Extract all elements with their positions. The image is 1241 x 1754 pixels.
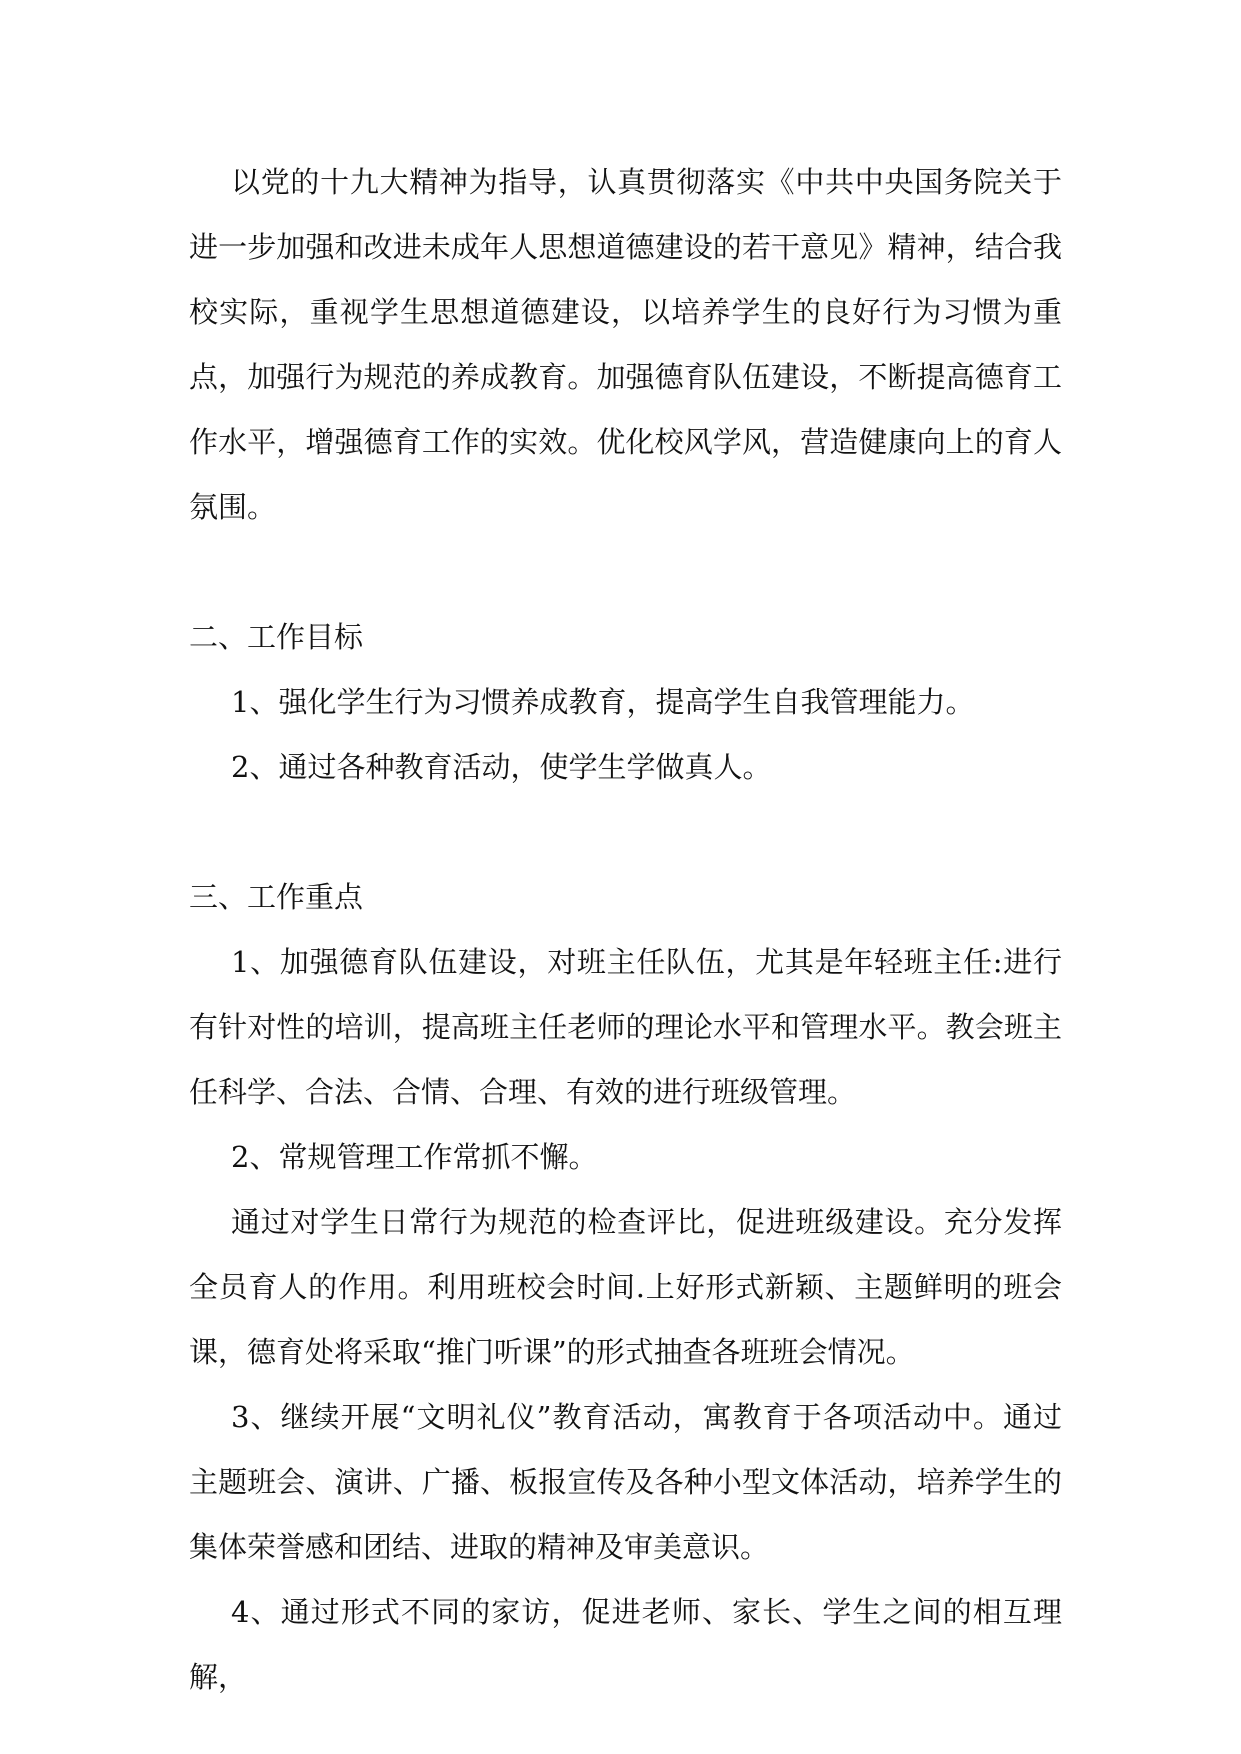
focus-paragraph-2: 2、常规管理工作常抓不懈。	[231, 1140, 598, 1174]
section-heading-work-focus: 三、工作重点	[189, 880, 364, 914]
intro-paragraph: 以党的十九大精神为指导，认真贯彻落实《中共中央国务院关于进一步加强和改进未成年人思想道德建设的若干意见》精神，结合我校实际，重视学生思想道德建设，以培养学生的良好行为习惯为重点，加强行为规范的养成教育。加强德育队伍建设，不断提高德育工作水平，增强德育工作的实效。优化校风学风，营造健康向上的育人氛围。	[189, 165, 1062, 524]
goal-item-1: 1、强化学生行为习惯养成教育，提高学生自我管理能力。	[231, 685, 975, 719]
focus-paragraph-3: 通过对学生日常行为规范的检查评比，促进班级建设。充分发挥全员育人的作用。利用班校会时间.上好形式新颖、主题鲜明的班会课，德育处将采取“推门听课”的形式抽查各班班会情况。	[189, 1205, 1062, 1369]
document-body	[189, 150, 1062, 1710]
focus-paragraph-1: 1、加强德育队伍建设，对班主任队伍，尤其是年轻班主任:进行有针对性的培训，提高班主任老师的理论水平和管理水平。教会班主任科学、合法、合情、合理、有效的进行班级管理。	[189, 945, 1062, 1109]
focus-paragraph-5: 4、通过形式不同的家访，促进老师、家长、学生之间的相互理解，	[189, 1595, 1062, 1694]
section-heading-work-goals: 二、工作目标	[189, 620, 364, 654]
goal-item-2: 2、通过各种教育活动，使学生学做真人。	[231, 750, 772, 784]
focus-paragraph-4: 3、继续开展“文明礼仪”教育活动，寓教育于各项活动中。通过主题班会、演讲、广播、板报宣传及各种小型文体活动，培养学生的集体荣誉感和团结、进取的精神及审美意识。	[189, 1400, 1062, 1564]
